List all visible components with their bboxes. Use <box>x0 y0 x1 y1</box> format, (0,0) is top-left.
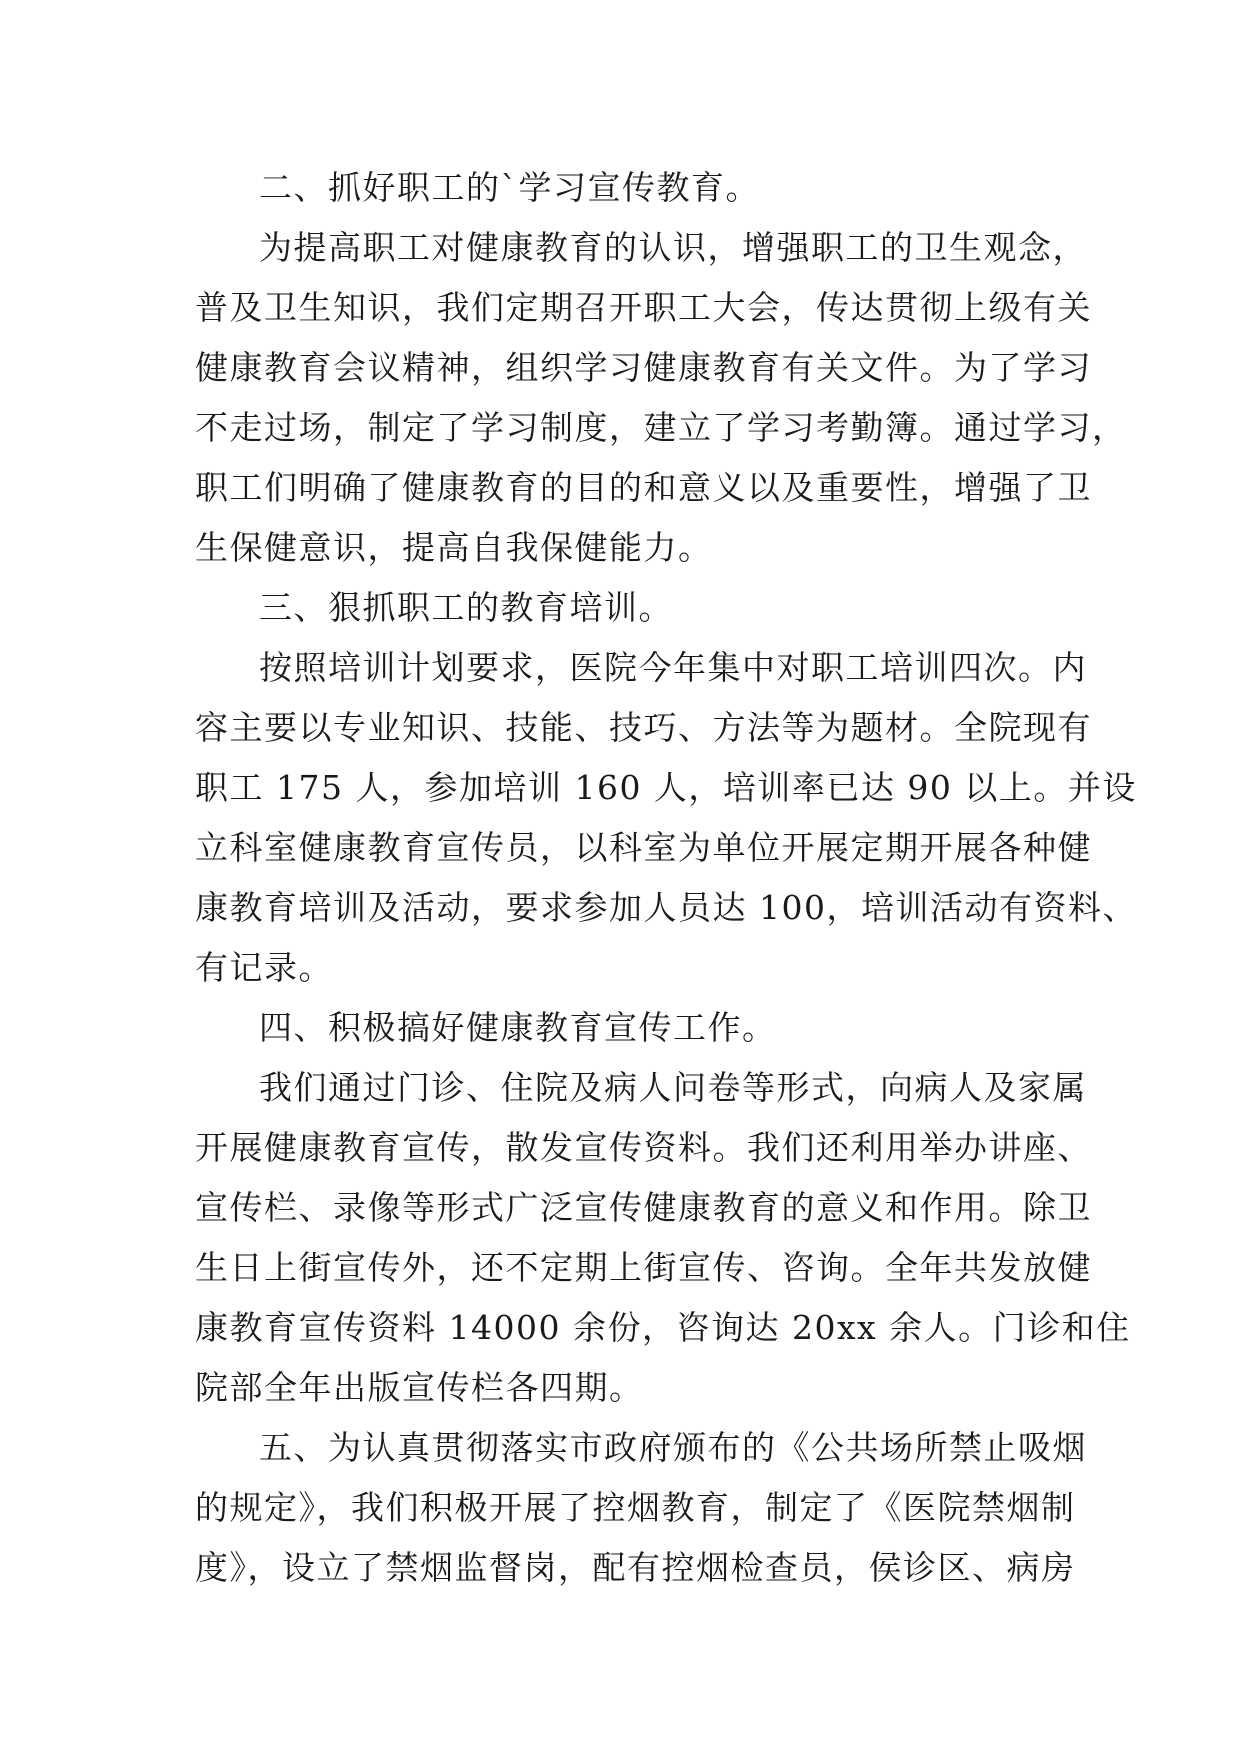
text-line: 四、积极搞好健康教育宣传工作。 <box>259 1008 777 1047</box>
text-line: 我们通过门诊、住院及病人问卷等形式，向病人及家属 <box>259 1068 1087 1107</box>
text-line: 按照培训计划要求，医院今年集中对职工培训四次。内 <box>259 648 1087 687</box>
text-line: 五、为认真贯彻落实市政府颁布的《公共场所禁止吸烟 <box>259 1428 1087 1467</box>
text-line: 为提高职工对健康教育的认识，增强职工的卫生观念， <box>259 228 1087 267</box>
text-line: 生日上街宣传外，还不定期上街宣传、咨询。全年共发放健 <box>195 1248 1092 1287</box>
text-line: 不走过场，制定了学习制度，建立了学习考勤簿。通过学习， <box>195 408 1127 447</box>
text-line: 有记录。 <box>195 948 333 987</box>
text-line: 宣传栏、录像等形式广泛宣传健康教育的意义和作用。除卫 <box>195 1188 1092 1227</box>
text-line: 康教育培训及活动，要求参加人员达 100，培训活动有资料、 <box>195 888 1137 927</box>
text-line: 职工 175 人，参加培训 160 人，培训率已达 90 以上。并设 <box>195 768 1137 807</box>
text-line: 二、抓好职工的`学习宣传教育。 <box>259 168 760 207</box>
text-line: 健康教育会议精神，组织学习健康教育有关文件。为了学习 <box>195 348 1092 387</box>
text-line: 度》，设立了禁烟监督岗，配有控烟检查员，侯诊区、病房 <box>195 1548 1076 1587</box>
text-line: 普及卫生知识，我们定期召开职工大会，传达贯彻上级有关 <box>195 288 1092 327</box>
text-line: 开展健康教育宣传，散发宣传资料。我们还利用举办讲座、 <box>195 1128 1092 1167</box>
document-body <box>195 158 1137 1598</box>
text-line: 容主要以专业知识、技能、技巧、方法等为题材。全院现有 <box>195 708 1092 747</box>
text-line: 立科室健康教育宣传员，以科室为单位开展定期开展各种健 <box>195 828 1092 867</box>
text-line: 院部全年出版宣传栏各四期。 <box>195 1368 644 1407</box>
text-line: 三、狠抓职工的教育培训。 <box>259 588 673 627</box>
text-line: 康教育宣传资料 14000 余份，咨询达 20xx 余人。门诊和住 <box>195 1308 1131 1347</box>
text-line: 职工们明确了健康教育的目的和意义以及重要性，增强了卫 <box>195 468 1092 507</box>
text-line: 生保健意识，提高自我保健能力。 <box>195 528 713 567</box>
text-line: 的规定》，我们积极开展了控烟教育，制定了《医院禁烟制 <box>195 1488 1076 1527</box>
